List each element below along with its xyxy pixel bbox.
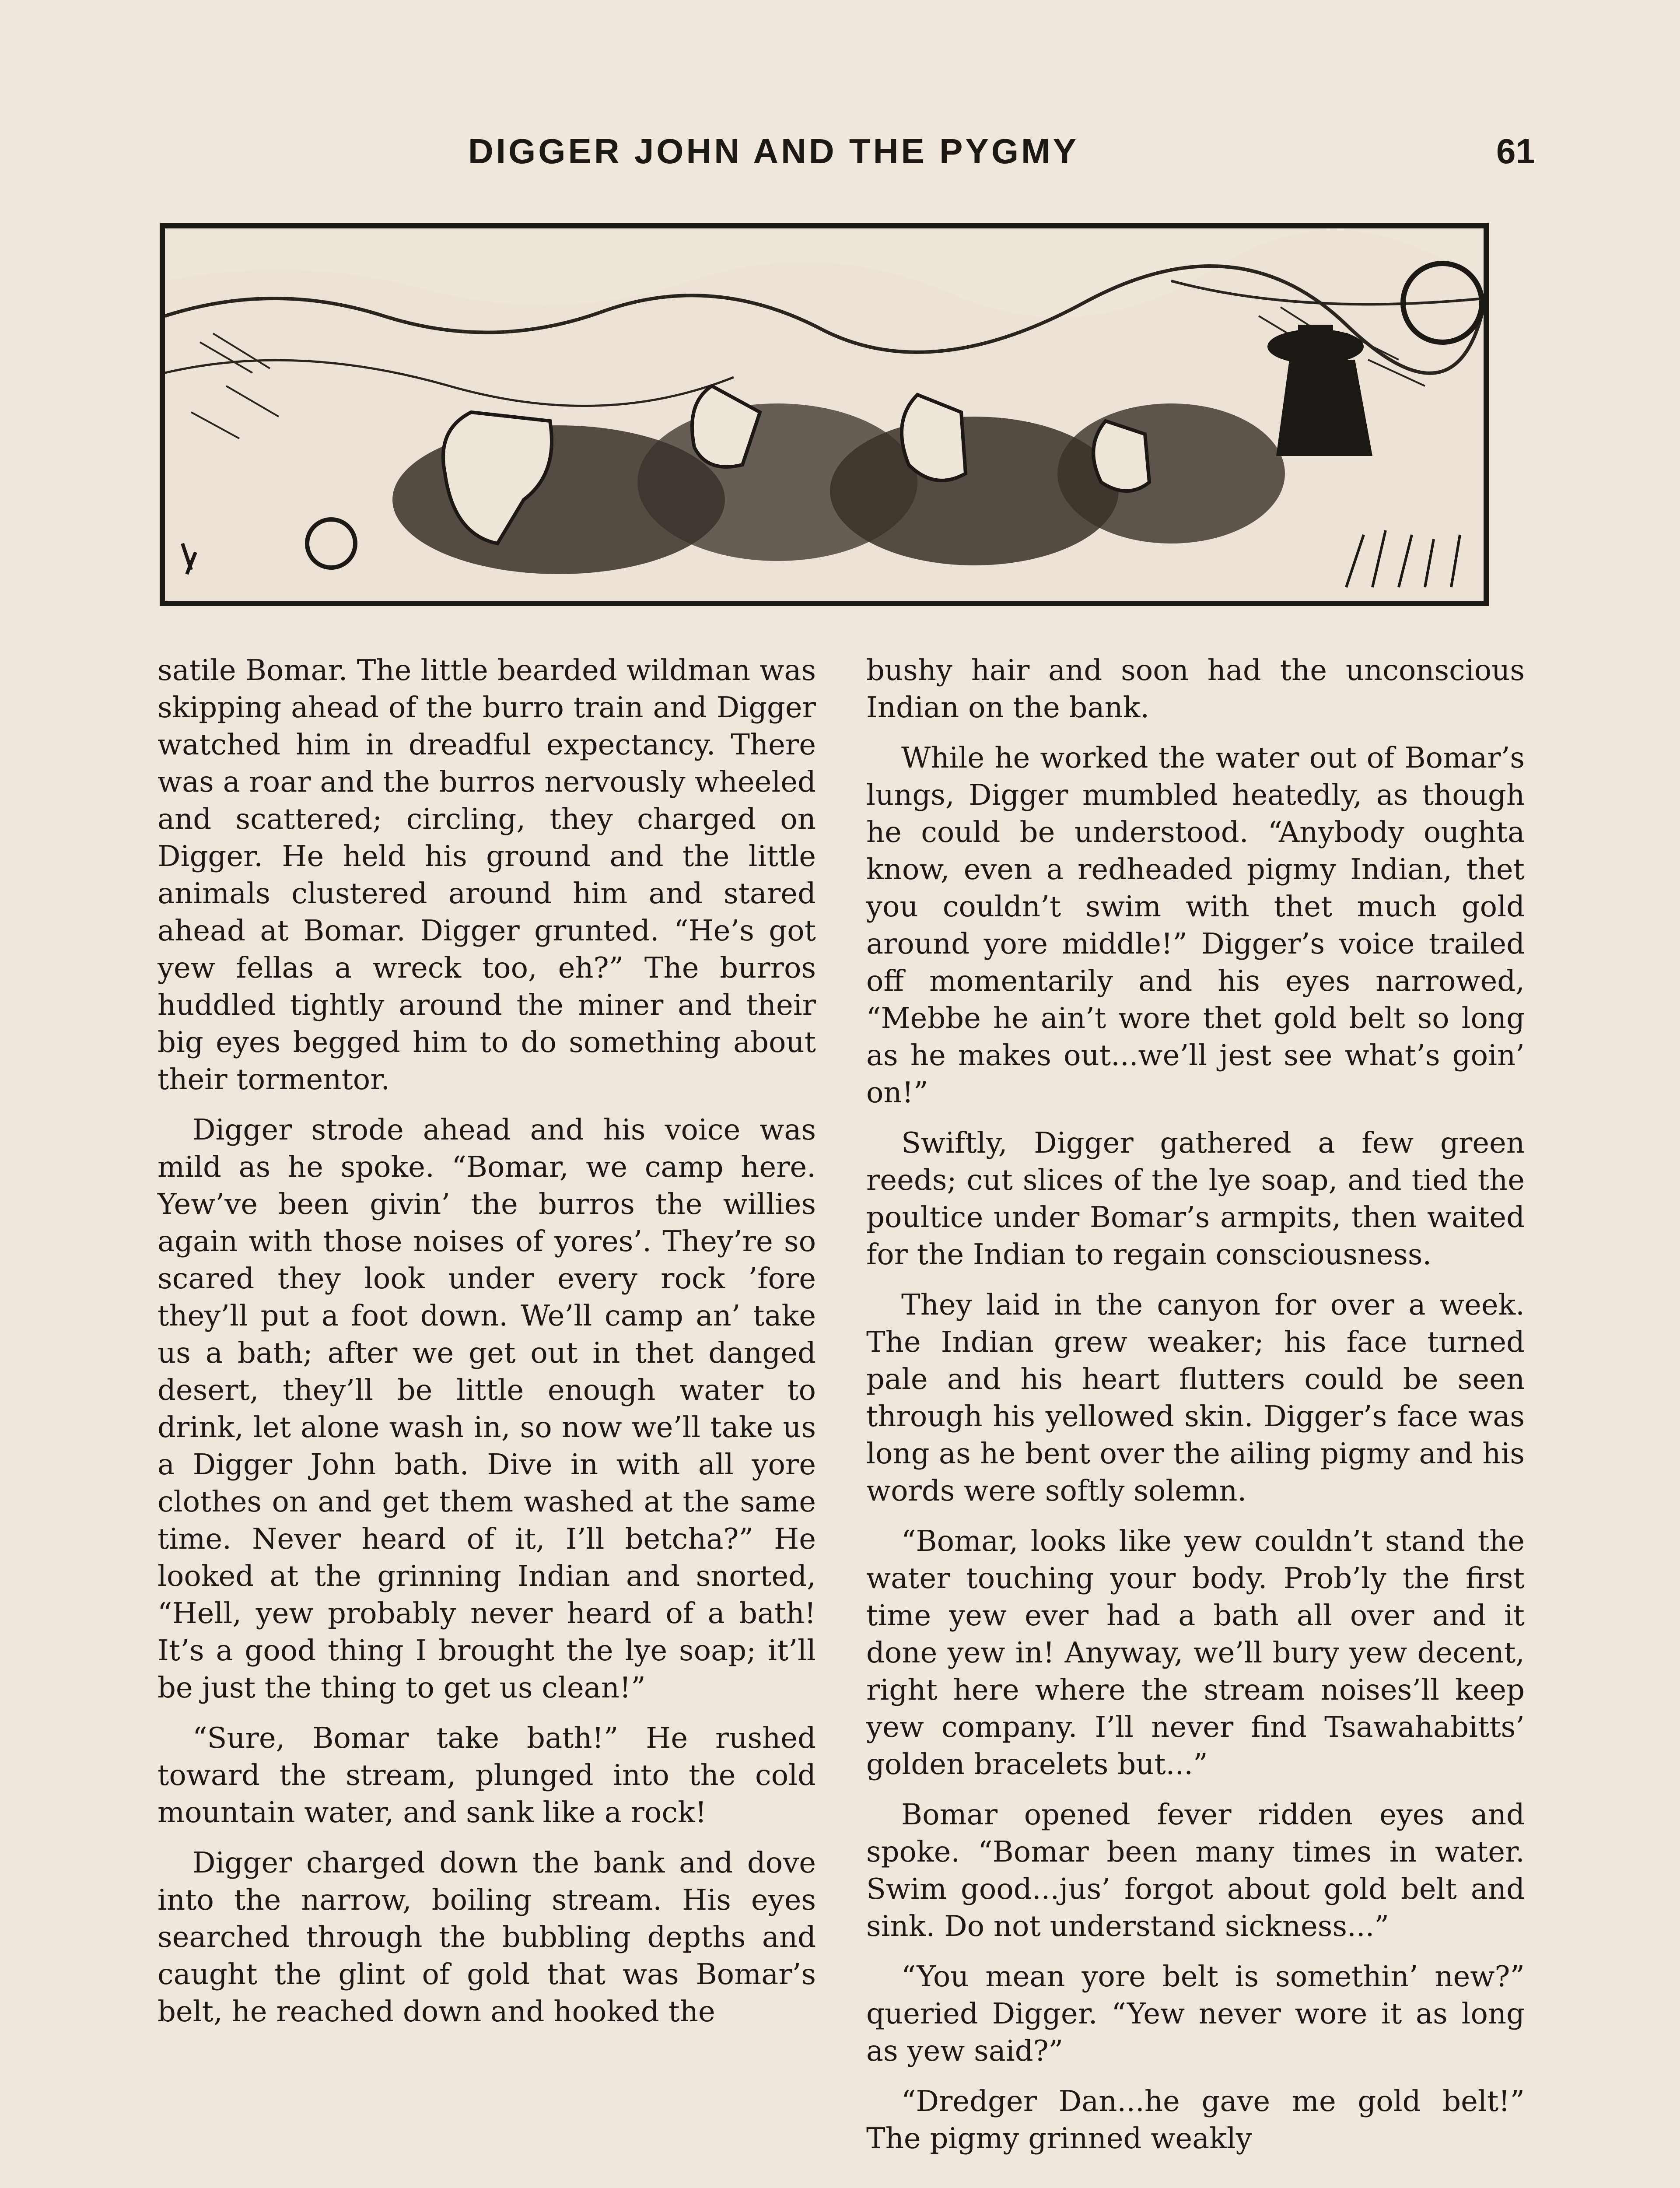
right-text-column [866,652,1525,2170]
story-illustration [160,223,1489,606]
paragraph: “You mean yore belt is somethin’ new?” queried Digger. “Yew never wore it as long as yew said?” [866,1960,1525,2068]
paragraph: satile Bomar. The little bearded wildman was skipping ahead of the burro train and Digger watched him in dreadful expectancy. There was a roar and the burros nervously wheeled and scattered; circling, they charged on Digger. He held his ground and the little animals clustered around him and stared ahead at Bomar. Digger grunted. “He’s got yew fellas a wreck too, eh?” The burros huddled tightly around the miner and their big eyes begged him to do something about their tormentor. [158,654,816,1096]
paragraph: “Bomar, looks like yew couldn’t stand the water touching your body. Prob’ly the first time yew ever had a bath all over and it done yew in! Anyway, we’ll bury yew decent, right here where the stream noises’ll keep yew company. I’ll never find Tsawahabitts’ golden bracelets but...” [866,1525,1525,1781]
paragraph: While he worked the water out of Bomar’s lungs, Digger mumbled heatedly, as though he could be understood. “Anybody oughta know, even a redheaded pigmy Indian, thet you couldn’t swim with thet much gold around yore middle!” Digger’s voice trailed off momentarily and his eyes narrowed, “Mebbe he ain’t wore thet gold belt so long as he makes out...we’ll jest see what’s goin’ on!” [866,741,1525,1109]
paragraph: Swiftly, Digger gathered a few green reeds; cut slices of the lye soap, and tied the poultice under Bomar’s armpits, then waited for the Indian to regain consciousness. [866,1126,1525,1271]
paragraph: Bomar opened fever ridden eyes and spoke. “Bomar been many times in water. Swim good...jus’ forgot about gold belt and sink. Do not understand sickness...” [866,1798,1525,1943]
horses-and-rider-illustration-icon [165,228,1484,601]
paragraph: “Dredger Dan...he gave me gold belt!” The pigmy grinned weakly [866,2085,1525,2155]
running-header-title: DIGGER JOHN AND THE PYGMY [468,132,1079,171]
page-number: 61 [1496,132,1535,171]
paragraph: Digger strode ahead and his voice was mild as he spoke. “Bomar, we camp here. Yew’ve been givin’ the burros the willies again with those noises of yores’. They’re so scared they look under every rock ’fore they’ll put a foot down. We’ll camp an’ take us a bath; after we get out in thet danged desert, they’ll be little enough water to drink, let alone wash in, so now we’ll take us a Digger John bath. Dive in with all yore clothes on and get them washed at the same time. Never heard of it, I’ll betcha?” He looked at the grinning Indian and snorted, “Hell, yew probably never heard of a bath! It’s a good thing I brought the lye soap; it’ll be just the thing to get us clean!” [158,1113,816,1704]
paragraph: “Sure, Bomar take bath!” He rushed toward the stream, plunged into the cold mountain water, and sank like a rock! [158,1722,816,1829]
paragraph: Digger charged down the bank and dove into the narrow, boiling stream. His eyes searched through the bubbling depths and caught the glint of gold that was Bomar’s belt, he reached down and hooked the [158,1846,816,2028]
left-text-column [158,652,816,2044]
paragraph: bushy hair and soon had the unconscious Indian on the bank. [866,654,1525,724]
paragraph: They laid in the canyon for over a week. The Indian grew weaker; his face turned pale and his heart flutters could be seen through his yellowed skin. Digger’s face was long as he bent over the ailing pigmy and his words were softly solemn. [866,1288,1525,1508]
